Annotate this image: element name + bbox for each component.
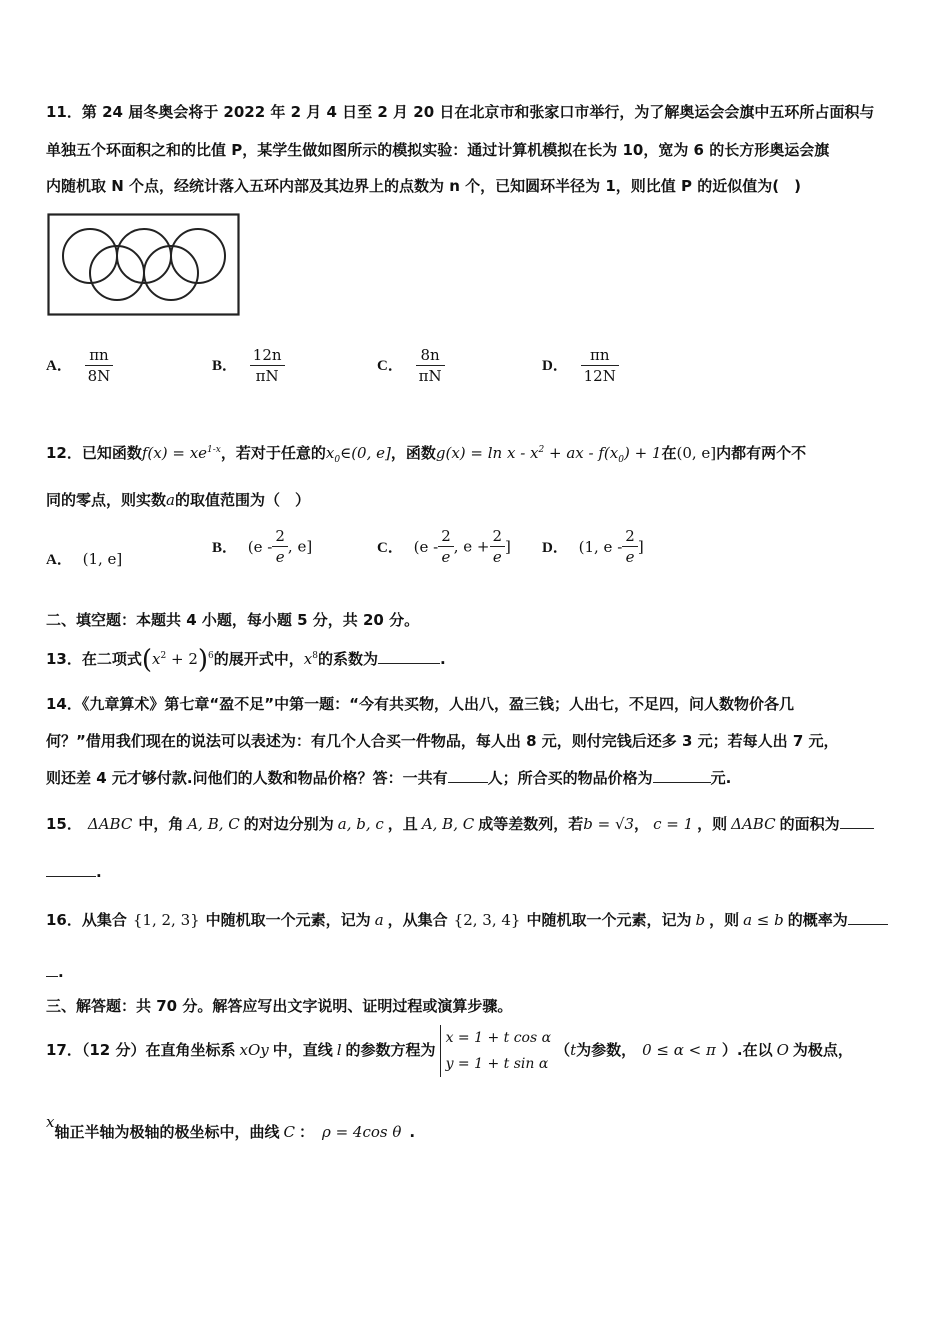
q17-line-2: x轴正半轴为极轴的极坐标中，曲线 C ： ρ = 4cos θ . bbox=[46, 1113, 416, 1141]
q12-g-def: $g(x) = \ln x - x^2$ + ax - $f(x_0) + 1$ bbox=[435, 444, 662, 465]
q16-line: 16．从集合 {1, 2, 3} 中随机取一个元素，记为 a ，从集合 {2, 3, 4} 中随机取一个元素，记为 b ，则 a ≤ b 的概率为 bbox=[46, 910, 888, 930]
q14-people-blank[interactable] bbox=[448, 768, 488, 783]
q11-line-1: 11．第 24 届冬奥会将于 2022 年 2 月 4 日至 2 月 20 日在北京市和张家口市举行，为了解奥运会会旗中五环所占面积与 bbox=[46, 103, 875, 121]
q13-line: 13．在二项式$(x^2 + 2)^6$的展开式中，$x^8$的系数为 . bbox=[46, 645, 446, 675]
q11-option-c[interactable]: C． $\frac{8n}{\pi N}$ bbox=[377, 345, 445, 386]
q11-line-3: 内随机取 N 个点，经统计落入五环内部及其边界上的点数为 n 个，已知圆环半径为 1，则比值 P 的近似值为( ) bbox=[46, 177, 801, 195]
q12-option-c[interactable]: C． (e - $\frac{2}{e}$ , e + $\frac{2}{e}$ ] bbox=[377, 527, 511, 566]
q15-answer-blank-cont[interactable] bbox=[46, 862, 96, 877]
q12-option-a[interactable]: A． (1, e] bbox=[46, 550, 123, 568]
q14-line-2: 何？”借用我们现在的说法可以表述为：有几个人合买一件物品，每人出 8 元，则付完钱后还多 3 元；若每人出 7 元， bbox=[46, 732, 839, 750]
q14-line-3: 则还差 4 元才够付款.问他们的人数和物品价格？答：一共有 人；所合买的物品价格为 元. bbox=[46, 769, 732, 787]
q15-answer-blank[interactable] bbox=[840, 814, 874, 829]
q15-line: 15． ΔABC 中，角 A, B, C 的对边分别为 a, b, c ，且 A, B, C 成等差数列，若b = √3， c = 1 ，则 ΔABC 的面积为 bbox=[46, 814, 874, 834]
q12-option-d[interactable]: D． (1, e - $\frac{2}{e}$ ] bbox=[542, 527, 644, 566]
q11-line-2: 单独五个环面积之和的比值 P，某学生做如图所示的模拟实验：通过计算机模拟在长为 10，宽为 6 的长方形奥运会旗 bbox=[46, 141, 830, 159]
section-2-heading: 二、填空题：本题共 4 小题，每小题 5 分，共 20 分。 bbox=[46, 611, 420, 629]
q17-line-1: 17．（12 分）在直角坐标系 xOy 中，直线 l 的参数方程为 x = 1 + t cos α y = 1 + t sin α （t为参数， 0 ≤ α < π ）.在以 O 为极点， bbox=[46, 1020, 853, 1080]
q11-option-a[interactable]: A． $\frac{\pi n}{8N}$ bbox=[46, 345, 113, 386]
q12-f-def: $f(x) = xe^{1-x}$ bbox=[141, 444, 221, 462]
q16-answer-blank-cont[interactable] bbox=[46, 962, 58, 977]
q12-option-b[interactable]: B． (e - $\frac{2}{e}$ , e] bbox=[212, 527, 313, 566]
q14-price-blank[interactable] bbox=[653, 768, 711, 783]
q11-option-b[interactable]: B． $\frac{12n}{\pi N}$ bbox=[212, 345, 285, 386]
q16-line-2: . bbox=[46, 962, 64, 982]
q11-option-d[interactable]: D． $\frac{\pi n}{12N}$ bbox=[542, 345, 619, 386]
section-3-heading: 三、解答题：共 70 分。解答应写出文字说明、证明过程或演算步骤。 bbox=[46, 997, 513, 1015]
olympic-rings-figure bbox=[47, 213, 240, 317]
q12-x0: $x_0\in(0$, e] bbox=[325, 444, 391, 465]
q12-line-1: 12．已知函数$f(x) = xe^{1-x}$，若对于任意的$x_0\in(0$, e]，函数$g(x) = \ln x - x^2$ + ax - $f(x_0) + 1$在(0, e]内都有两个不 bbox=[46, 444, 807, 465]
q15-line-2: . bbox=[46, 862, 102, 882]
q16-answer-blank[interactable] bbox=[848, 910, 888, 925]
q13-answer-blank[interactable] bbox=[378, 649, 440, 664]
q14-line-1: 14．《九章算术》第七章“盈不足”中第一题：“今有共买物，人出八，盈三钱；人出七，不足四，问人数物价各几 bbox=[46, 695, 794, 713]
q12-line-2: 同的零点，则实数a的取值范围为（ ） bbox=[46, 491, 310, 509]
q17-parametric-system: x = 1 + t cos α y = 1 + t sin α bbox=[440, 1025, 552, 1077]
